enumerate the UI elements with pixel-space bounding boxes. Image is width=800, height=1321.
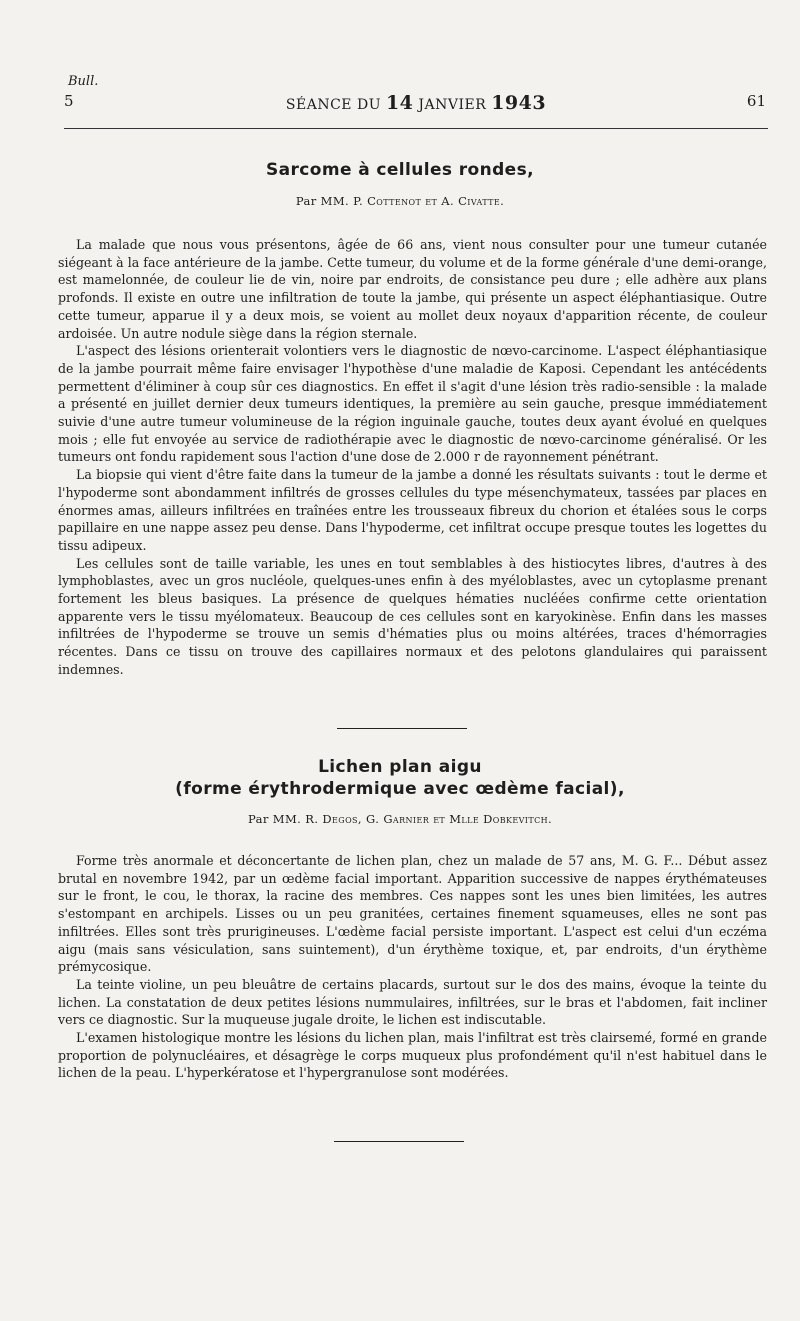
article2-body	[58, 852, 767, 1082]
running-head	[64, 92, 768, 114]
seance-date	[64, 92, 768, 114]
page-number: 61	[746, 92, 766, 110]
article1-authors	[0, 194, 800, 208]
article1-paragraph-3: La biopsie qui vient d'être faite dans la tumeur de la jambe a donné les résultats suivants : tout le derme et l'hypoderme sont abondamment infiltrés de grosses cellules du type mésenchymateux, tassées par places en énormes amas, ailleurs infiltrées en traînées entre les trousseaux fibreux du chorion et étalées sous le corps papillaire en une nappe assez peu dense. Dans l'hypoderme, cet infiltrat occupe presque toutes les logettes du tissu adipeux.	[58, 467, 767, 553]
article2-authors-names: R. Degos, G. Garnier et Mlle Dobkevitch.	[305, 812, 553, 826]
article2-paragraph-3: L'examen histologique montre les lésions du lichen plan, mais l'infiltrat est très clairsemé, formé en grande proportion de polynucléaires, et désagrège le corps muqueux plus profondément qu'il n'est habituel dans le lichen de la peau. L'hyperkératose et l'hypergranulose sont modérées.	[58, 1030, 767, 1081]
article1-paragraph-1: La malade que nous vous présentons, âgée de 66 ans, vient nous consulter pour une tumeur cutanée siégeant à la face antérieure de la jambe. Cette tumeur, du volume et de la forme générale d'une demi-orange, est mamelonnée, de couleur lie de vin, noire par endroits, de consistance peu dure ; elle adhère aux plans profonds. Il existe en outre une infiltration de toute la jambe, qui présente un aspect éléphantiasique. Outre cette tumeur, apparue il y a deux mois, se voient au mollet deux noyaux d'apparition récente, de couleur ardoisée. Un autre nodule siège dans la région sternale.	[58, 237, 767, 341]
article1-authors-par: Par MM.	[295, 194, 350, 208]
seance-prefix: SÉANCE DU	[285, 97, 381, 113]
article1-authors-names: P. Cottenot et A. Civatte.	[353, 194, 505, 208]
article2-authors	[0, 812, 800, 826]
article2-authors-par: Par MM.	[247, 812, 302, 826]
volume-number: 5	[64, 92, 74, 110]
header-rule	[64, 128, 768, 129]
article1-paragraph-4: Les cellules sont de taille variable, les unes en tout semblables à des histiocytes libres, d'autres à des lymphoblastes, avec un gros nucléole, quelques-unes enfin à des myéloblastes, avec un cytoplasme prenant fortement les bleus basiques. La présence de quelques hématies nucléées confirme cette orientation apparente vers le tissu myélomateux. Beaucoup de ces cellules sont en karyokinèse. Enfin dans les masses infiltrées de l'hypoderme se trouve un semis d'hématies plus ou moins altérées, traces d'hémorragies récentes. Dans ce tissu on trouve des capillaires normaux et des pelotons glandulaires qui paraissent indemnes.	[58, 555, 767, 677]
section-separator	[337, 728, 467, 729]
seance-day: 14	[385, 92, 414, 114]
seance-year: 1943	[491, 92, 547, 114]
article1-body	[58, 236, 767, 679]
article1-paragraph-2: L'aspect des lésions orienterait volontiers vers le diagnostic de nœvo-carcinome. L'aspect éléphantiasique de la jambe pourrait même faire envisager l'hypothèse d'une maladie de Kaposi. Cependant les antécédents permettent d'éliminer à coup sûr ces diagnostics. En effet il s'agit d'une lésion très radio-sensible : la malade a présenté en juillet dernier deux tumeurs identiques, la première au sein gauche, presque immédiatement suivie d'une autre tumeur volumineuse de la région inguinale gauche, toutes deux ayant évolué en quelques mois ; elle fut envoyée au service de radiothérapie avec le diagnostic de nœvo-carcinome généralisé. Or les tumeurs ont fondu rapidement sous l'action d'une dose de 2.000 r de rayonnement pénétrant.	[58, 343, 767, 465]
article2-paragraph-2: La teinte violine, un peu bleuâtre de certains placards, surtout sur le dos des mains, évoque la teinte du lichen. La constatation de deux petites lésions nummulaires, infiltrées, sur le bras et l'abdomen, fait incliner vers ce diagnostic. Sur la muqueuse jugale droite, le lichen est indiscutable.	[58, 976, 767, 1028]
article2-title-line2: (forme érythrodermique avec œdème facial),	[175, 779, 625, 799]
journal-abbrev: Bull.	[68, 74, 99, 89]
article2-paragraph-1: Forme très anormale et déconcertante de lichen plan, chez un malade de 57 ans, M. G. F... Début assez brutal en novembre 1942, par un œdème facial important. Apparition successive de nappes érythémateuses sur le front, le cou, le thorax, la racine des membres. Ces nappes sont les unes bien limitées, les autres s'estompant en archipels. Lisses ou un peu granitées, certaines finement squameuses, elles ne sont pas infiltrées. Elles sont très prurigineuses. L'œdème facial persiste important. L'aspect est celui d'un eczéma aigu (mais sans vésiculation, sans suintement), d'un érythème toxique, et, par endroits, d'un érythème prémycosique.	[58, 853, 767, 975]
article2-title-line1: Lichen plan aigu	[318, 757, 482, 777]
seance-month: JANVIER	[418, 97, 487, 113]
end-separator	[334, 1141, 464, 1142]
article1-title: Sarcome à cellules rondes,	[265, 160, 534, 180]
